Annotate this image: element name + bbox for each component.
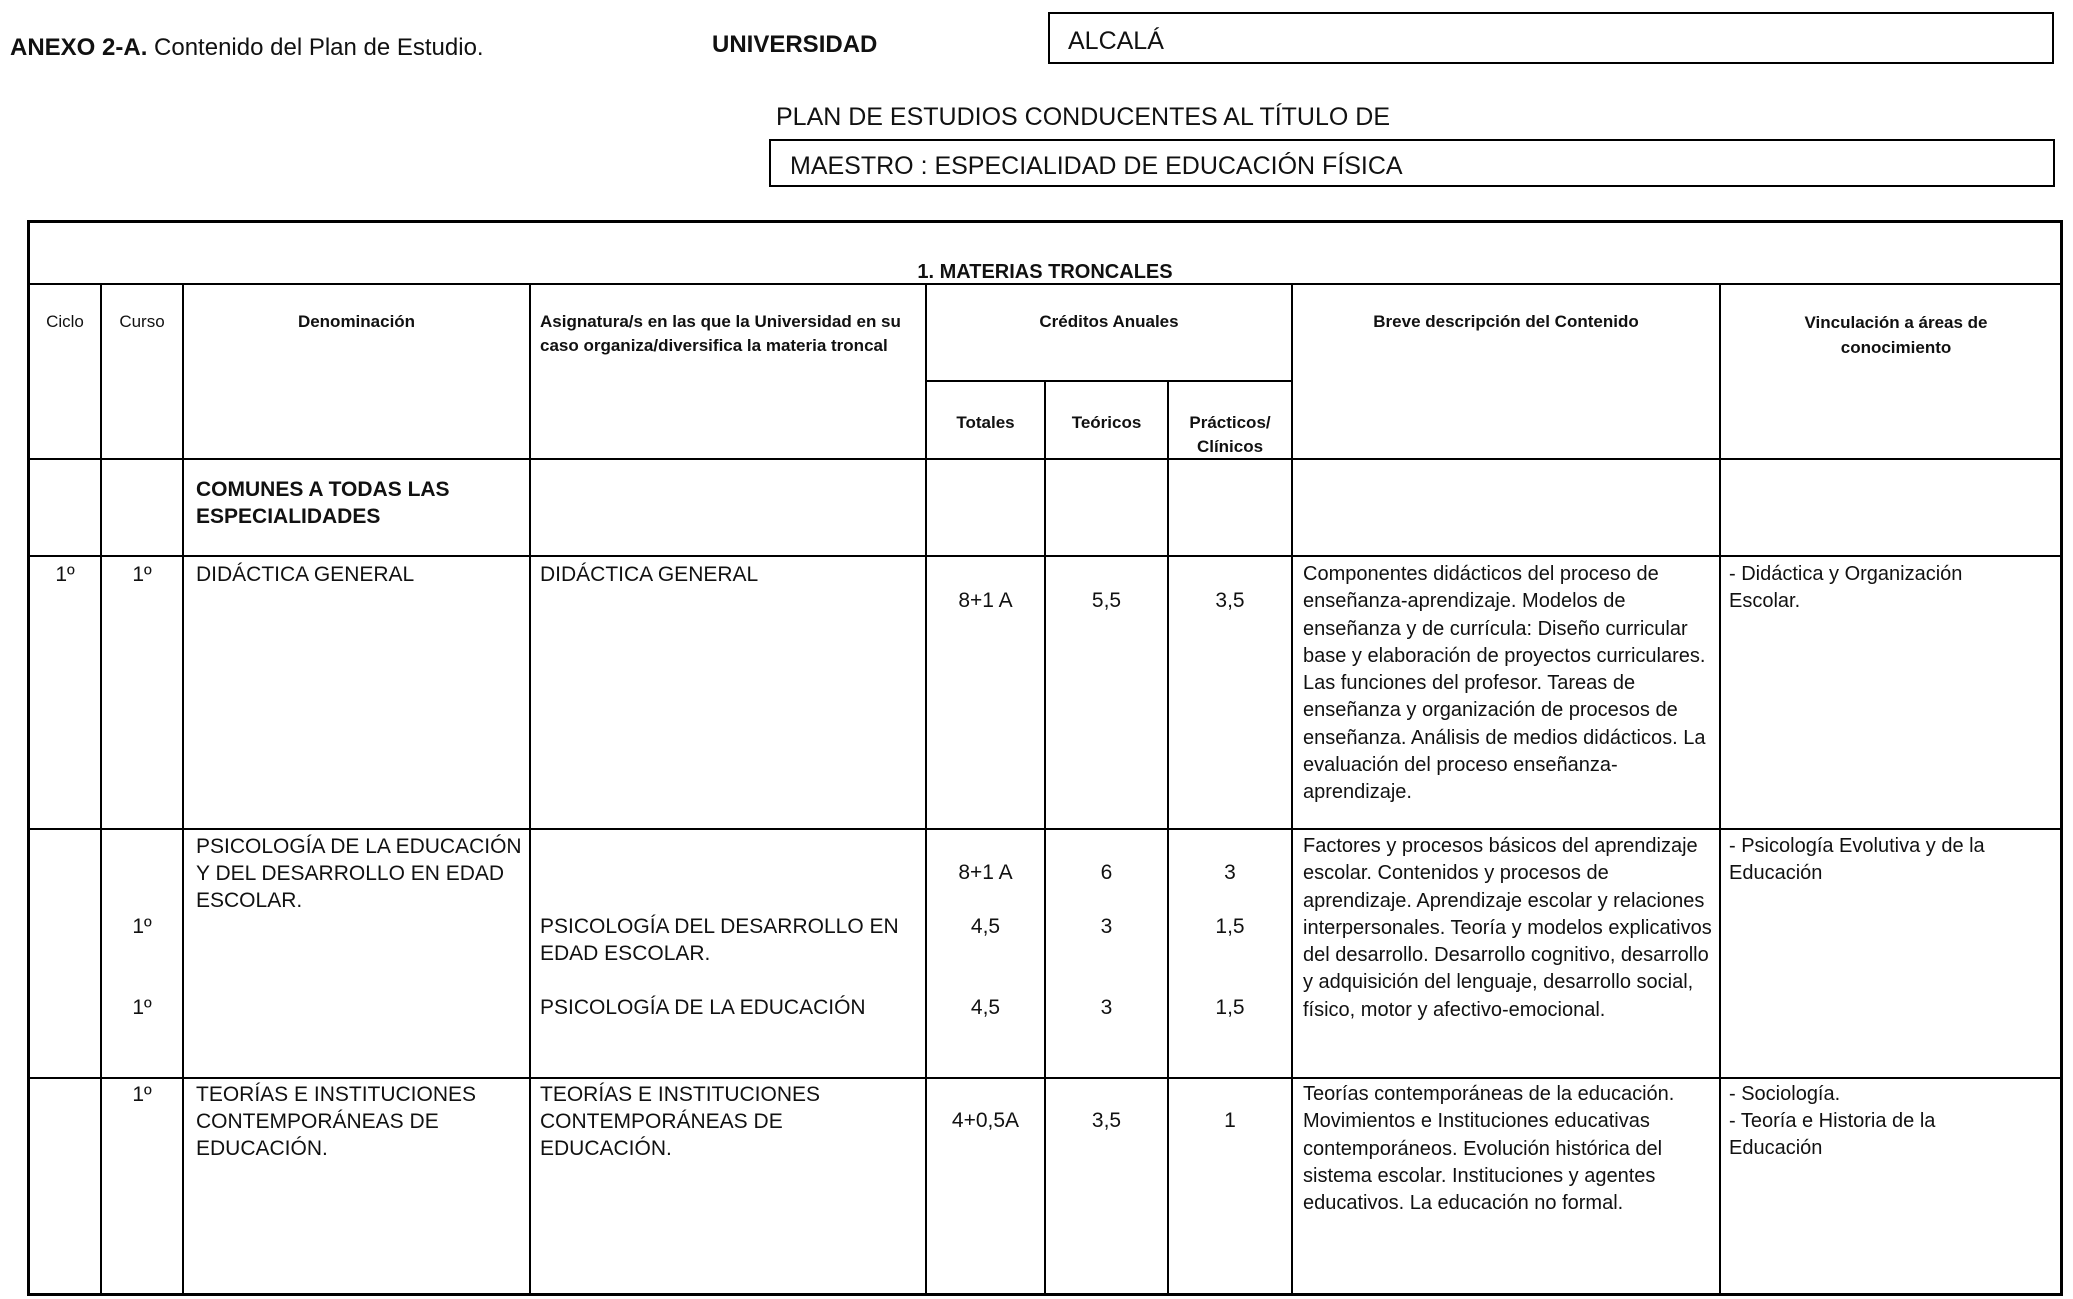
row2a-totales: 4,5 bbox=[970, 915, 1001, 938]
row1-descripcion: Componentes didácticos del proceso de enseñanza-aprendizaje. Modelos de enseñanza y de currícula: Diseño curricular base y elaboración de proyectos curriculares. Las funciones del profesor. Tareas de enseñanza y organización de procesos de enseñanza. Análisis de medios didácticos. La evaluación del proceso enseñanza-aprendizaje. bbox=[1303, 563, 1706, 804]
row2-practicos: 3 bbox=[1224, 861, 1236, 884]
row1-practicos: 3,5 bbox=[1215, 589, 1245, 612]
university-box bbox=[1048, 12, 2054, 64]
row1-vinculacion: - Didáctica y Organización Escolar. bbox=[1729, 563, 1963, 613]
row2b-asignatura: PSICOLOGÍA DE LA EDUCACIÓN bbox=[540, 996, 866, 1019]
row1-totales: 8+1 A bbox=[958, 589, 1013, 612]
row3-totales: 4+0,5A bbox=[951, 1109, 1020, 1132]
subjects-table bbox=[27, 220, 2063, 1296]
row1-asignatura: DIDÁCTICA GENERAL bbox=[540, 563, 759, 586]
row2a-teoricos: 3 bbox=[1100, 915, 1113, 938]
row3-asignatura: TEORÍAS E INSTITUCIONES CONTEMPORÁNEAS DE EDUCACIÓN. bbox=[540, 1083, 821, 1160]
university-value: ALCALÁ bbox=[1068, 27, 1164, 55]
col-header-totales: Totales bbox=[956, 413, 1015, 432]
plan-title: PLAN DE ESTUDIOS CONDUCENTES AL TÍTULO DE bbox=[776, 103, 1391, 131]
annex-number: ANEXO 2-A. bbox=[10, 34, 148, 61]
row2-vinculacion: - Psicología Evolutiva y de la Educación bbox=[1729, 835, 1985, 885]
row3-practicos: 1 bbox=[1224, 1109, 1236, 1132]
row2a-curso: 1º bbox=[132, 915, 152, 938]
row2a-asignatura: PSICOLOGÍA DEL DESARROLLO EN EDAD ESCOLAR. bbox=[540, 915, 899, 965]
group-label: COMUNES A TODAS LAS ESPECIALIDADES bbox=[196, 478, 450, 528]
row2a-practicos: 1,5 bbox=[1215, 915, 1245, 938]
col-header-ciclo: Ciclo bbox=[46, 312, 84, 331]
row3-curso: 1º bbox=[132, 1083, 152, 1106]
row1-ciclo: 1º bbox=[55, 563, 75, 586]
row1-curso: 1º bbox=[132, 563, 152, 586]
row2-teoricos: 6 bbox=[1100, 861, 1113, 884]
section-title: 1. MATERIAS TRONCALES bbox=[917, 261, 1173, 283]
row2b-teoricos: 3 bbox=[1100, 996, 1113, 1019]
annex-description: Contenido del Plan de Estudio. bbox=[154, 34, 484, 61]
row2b-practicos: 1,5 bbox=[1215, 996, 1245, 1019]
col-header-asignaturas: Asignatura/s en las que la Universidad en su caso organiza/diversifica la materia troncal bbox=[540, 312, 901, 355]
col-header-practicos: Prácticos/ Clínicos bbox=[1189, 413, 1271, 456]
row2b-curso: 1º bbox=[132, 996, 152, 1019]
col-header-curso: Curso bbox=[119, 312, 165, 331]
row1-teoricos: 5,5 bbox=[1091, 589, 1122, 612]
col-header-creditos: Créditos Anuales bbox=[1039, 312, 1179, 331]
row2-totales: 8+1 A bbox=[958, 861, 1013, 884]
row2-denominacion: PSICOLOGÍA DE LA EDUCACIÓN Y DEL DESARROLLO EN EDAD ESCOLAR. bbox=[196, 835, 522, 912]
annex-heading bbox=[10, 34, 484, 62]
row3-vinculacion-2: - Teoría e Historia de la Educación bbox=[1729, 1110, 1936, 1160]
row2b-totales: 4,5 bbox=[970, 996, 1001, 1019]
row3-vinculacion-1: - Sociología. bbox=[1729, 1083, 1841, 1105]
degree-box bbox=[769, 139, 2055, 187]
row2-descripcion: Factores y procesos básicos del aprendizaje escolar. Contenidos y procesos de aprendizaje. Aprendizaje escolar y relaciones interpersonales. Teoría y modelos explicativos del desarrollo. Desarrollo cognitivo, desarrollo y adquisición del lenguaje, desarrollo social, físico, motor y afectivo-emocional. bbox=[1303, 835, 1712, 1021]
row3-descripcion: Teorías contemporáneas de la educación. Movimientos e Instituciones educativas contemporáneos. Evolución histórica del sistema escolar. Instituciones y agentes educativos. La educación no formal. bbox=[1303, 1083, 1675, 1215]
col-header-denominacion: Denominación bbox=[297, 312, 416, 331]
col-header-vinculacion: Vinculación a áreas de conocimiento bbox=[1804, 313, 1988, 357]
col-header-descripcion: Breve descripción del Contenido bbox=[1373, 312, 1639, 331]
university-label: UNIVERSIDAD bbox=[712, 31, 878, 58]
row1-denominacion: DIDÁCTICA GENERAL bbox=[196, 563, 415, 586]
row3-teoricos: 3,5 bbox=[1091, 1109, 1122, 1132]
degree-value: MAESTRO : ESPECIALIDAD DE EDUCACIÓN FÍSICA bbox=[790, 152, 1403, 180]
col-header-teoricos: Teóricos bbox=[1071, 413, 1142, 432]
row3-denominacion: TEORÍAS E INSTITUCIONES CONTEMPORÁNEAS DE EDUCACIÓN. bbox=[196, 1083, 477, 1160]
